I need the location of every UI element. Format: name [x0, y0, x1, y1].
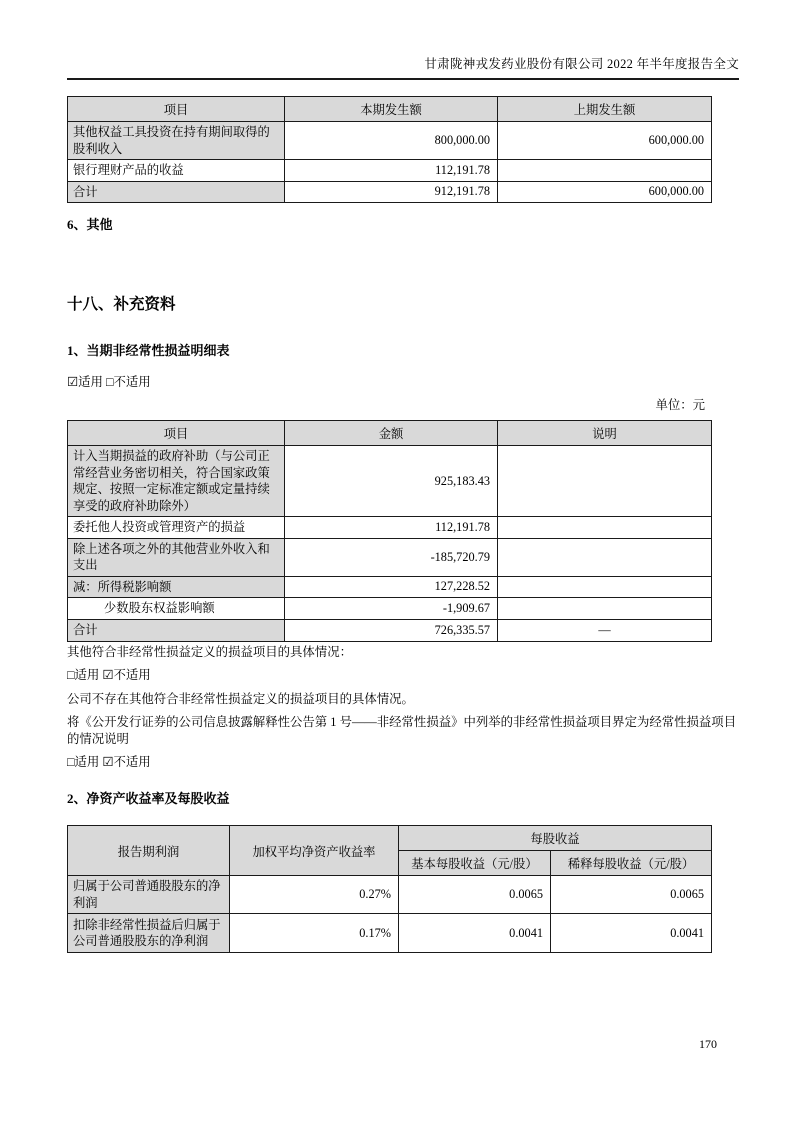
note-cell [498, 538, 712, 576]
prior-amount-cell: 600,000.00 [498, 122, 712, 160]
note-cell [498, 576, 712, 598]
table-row [68, 446, 712, 517]
table-row [68, 598, 712, 620]
column-header-current-period: 本期发生额 [285, 97, 498, 122]
item-cell: 计入当期损益的政府补助（与公司正常经营业务密切相关，符合国家政策规定、按照一定标准定额或定量持续享受的政府补助除外） [68, 446, 285, 517]
table-row [68, 517, 712, 539]
column-header-basic-eps: 基本每股收益（元/股） [399, 851, 551, 876]
amount-cell: -185,720.79 [285, 538, 498, 576]
applicability-checkbox-line: ☑适用 □不适用 [67, 375, 151, 389]
item-cell: 除上述各项之外的其他营业外收入和支出 [68, 538, 285, 576]
total-label-cell: 合计 [68, 181, 285, 203]
column-header-eps-group: 每股收益 [399, 826, 712, 851]
table-header-row [68, 826, 712, 851]
table-total-row [68, 181, 712, 203]
subsection-heading-nonrecurring-items: 1、当期非经常性损益明细表 [67, 343, 230, 358]
table-row [68, 876, 712, 914]
page-number: 170 [699, 1037, 717, 1051]
roe-eps-table [67, 825, 712, 953]
item-cell: 扣除非经常性损益后归属于公司普通股股东的净利润 [68, 914, 230, 953]
diluted-eps-cell: 0.0041 [551, 914, 712, 953]
roe-cell: 0.17% [230, 914, 399, 953]
unit-label: 单位：元 [655, 398, 705, 412]
note-paragraph: 将《公开发行证券的公司信息披露解释性公告第 1 号——非经常性损益》中列举的非经常性损益项目界定为经常性损益项目的情况说明 [67, 715, 737, 746]
column-header-note: 说明 [498, 421, 712, 446]
table-total-row [68, 619, 712, 641]
item-cell: 委托他人投资或管理资产的损益 [68, 517, 285, 539]
note-paragraph: 其他符合非经常性损益定义的损益项目的具体情况： [67, 645, 352, 659]
column-header-item: 项目 [68, 421, 285, 446]
note-cell [498, 598, 712, 620]
applicability-checkbox-line: □适用 ☑不适用 [67, 755, 151, 769]
dividend-income-table [67, 96, 712, 203]
prior-amount-cell [498, 160, 712, 182]
item-cell: 减：所得税影响额 [68, 576, 285, 598]
amount-cell: 925,183.43 [285, 446, 498, 517]
column-header-prior-period: 上期发生额 [498, 97, 712, 122]
item-cell: 少数股东权益影响额 [68, 598, 285, 620]
column-header-weighted-roe: 加权平均净资产收益率 [230, 826, 399, 876]
table-header-row [68, 97, 712, 122]
note-cell [498, 517, 712, 539]
column-header-amount: 金额 [285, 421, 498, 446]
current-amount-cell: 800,000.00 [285, 122, 498, 160]
page-header-title: 甘肃陇神戎发药业股份有限公司 2022 年半年度报告全文 [67, 54, 739, 80]
column-header-diluted-eps: 稀释每股收益（元/股） [551, 851, 712, 876]
basic-eps-cell: 0.0041 [399, 914, 551, 953]
section-heading-other: 6、其他 [67, 217, 113, 232]
table-row [68, 160, 712, 182]
roe-cell: 0.27% [230, 876, 399, 914]
nonrecurring-items-table [67, 420, 712, 642]
column-header-item: 项目 [68, 97, 285, 122]
table-row [68, 122, 712, 160]
column-header-report-profit: 报告期利润 [68, 826, 230, 876]
note-cell [498, 446, 712, 517]
note-cell: — [498, 619, 712, 641]
amount-cell: 726,335.57 [285, 619, 498, 641]
table-row [68, 914, 712, 953]
amount-cell: -1,909.67 [285, 598, 498, 620]
table-header-row [68, 421, 712, 446]
table-row [68, 576, 712, 598]
applicability-checkbox-line: □适用 ☑不适用 [67, 668, 151, 682]
item-cell: 归属于公司普通股股东的净利润 [68, 876, 230, 914]
table-row [68, 538, 712, 576]
current-amount-cell: 112,191.78 [285, 160, 498, 182]
note-paragraph: 公司不存在其他符合非经常性损益定义的损益项目的具体情况。 [67, 692, 414, 706]
subsection-heading-roe-eps: 2、净资产收益率及每股收益 [67, 791, 230, 806]
item-cell: 银行理财产品的收益 [68, 160, 285, 182]
amount-cell: 112,191.78 [285, 517, 498, 539]
item-cell: 其他权益工具投资在持有期间取得的股利收入 [68, 122, 285, 160]
diluted-eps-cell: 0.0065 [551, 876, 712, 914]
prior-amount-cell: 600,000.00 [498, 181, 712, 203]
amount-cell: 127,228.52 [285, 576, 498, 598]
current-amount-cell: 912,191.78 [285, 181, 498, 203]
total-label-cell: 合计 [68, 619, 285, 641]
section-heading-supplementary: 十八、补充资料 [67, 296, 176, 313]
basic-eps-cell: 0.0065 [399, 876, 551, 914]
